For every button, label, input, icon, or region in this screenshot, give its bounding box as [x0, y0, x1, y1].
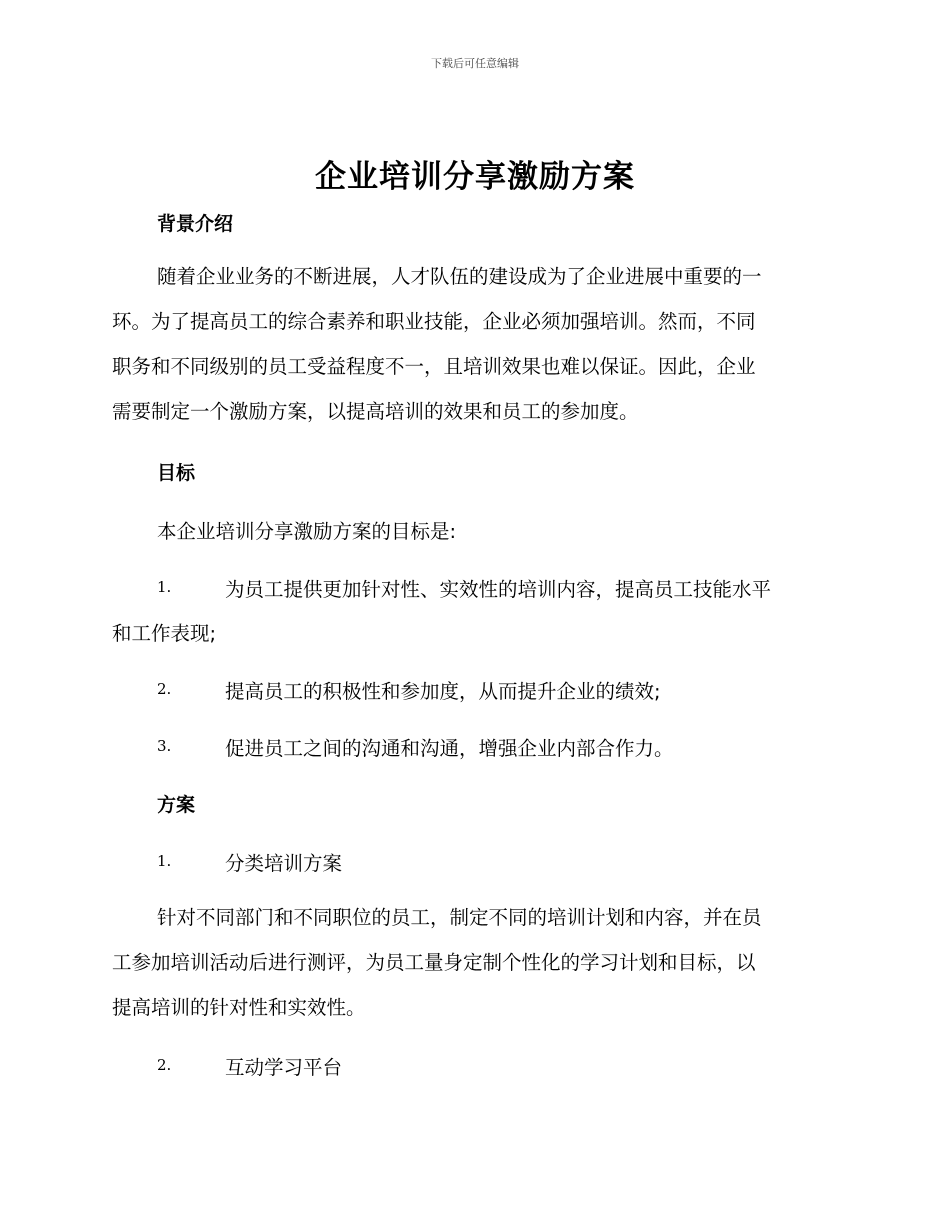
- paragraph-background: [112, 254, 838, 434]
- list-number: 1.: [157, 852, 172, 870]
- list-text: 分类培训方案: [225, 852, 343, 875]
- paragraph-line: 需要制定一个激励方案，以提高培训的效果和员工的参加度。: [112, 400, 639, 423]
- heading-plan: 方案: [157, 794, 196, 816]
- paragraph-line: 职务和不同级别的员工受益程度不一，且培训效果也难以保证。因此，企业: [112, 355, 756, 378]
- paragraph-line: 环。为了提高员工的综合素养和职业技能，企业必须加强培训。然而，不同: [112, 310, 756, 333]
- list-text: 为员工提供更加针对性、实效性的培训内容，提高员工技能水平: [225, 578, 772, 601]
- paragraph-line: 工参加培训活动后进行测评，为员工量身定制个性化的学习计划和目标，以: [112, 951, 756, 974]
- goals-intro: 本企业培训分享激励方案的目标是:: [157, 520, 457, 543]
- list-number: 2.: [157, 1056, 172, 1074]
- paragraph-line: 针对不同部门和不同职位的员工，制定不同的培训计划和内容，并在员: [157, 906, 762, 929]
- list-text: 互动学习平台: [225, 1056, 343, 1079]
- header-note: 下载后可任意编辑: [431, 57, 519, 70]
- paragraph-plan-1: [112, 895, 838, 1030]
- heading-background: 背景介绍: [157, 213, 234, 235]
- list-number: 2.: [157, 680, 172, 698]
- list-text: 促进员工之间的沟通和沟通，增强企业内部合作力。: [225, 737, 674, 760]
- paragraph-line: 提高培训的针对性和实效性。: [112, 996, 366, 1019]
- heading-goals: 目标: [157, 462, 196, 484]
- list-number: 3.: [157, 737, 172, 755]
- list-number: 1.: [157, 578, 172, 596]
- paragraph-line: 随着企业业务的不断进展，人才队伍的建设成为了企业进展中重要的一: [157, 265, 762, 288]
- list-text: 提高员工的积极性和参加度，从而提升企业的绩效;: [225, 680, 661, 703]
- document-title: 企业培训分享激励方案: [315, 159, 635, 195]
- list-text-continuation: 和工作表现;: [112, 622, 217, 645]
